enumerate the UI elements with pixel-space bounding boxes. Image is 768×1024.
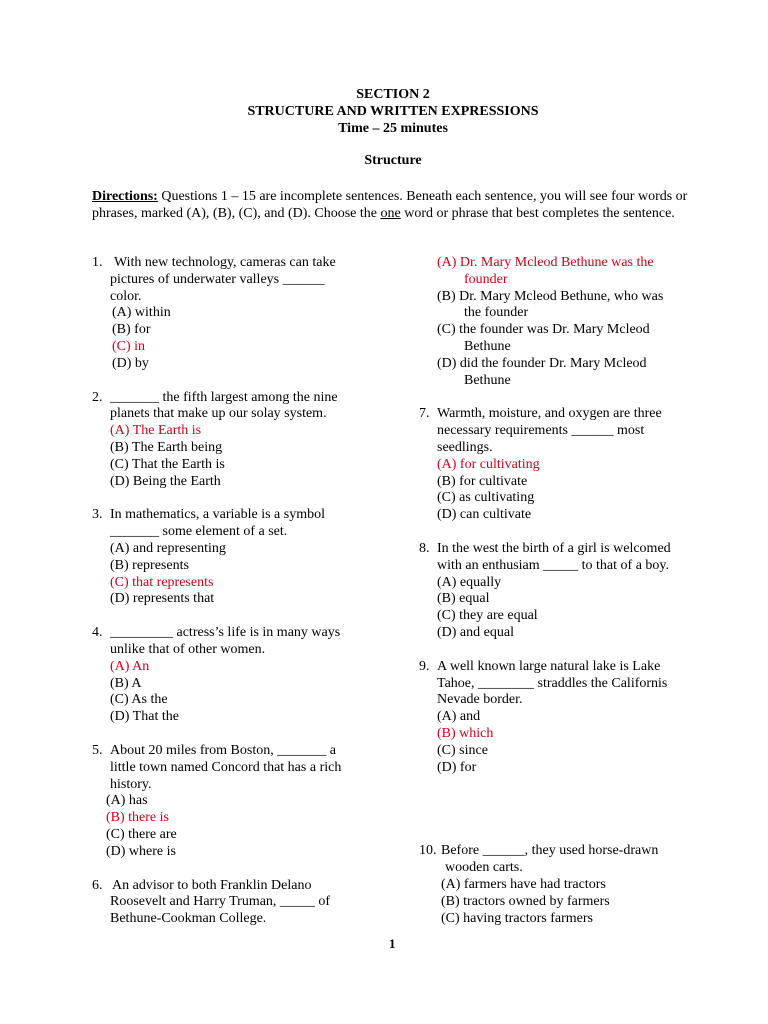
option-line: the founder	[464, 305, 529, 321]
stem-line: color.	[110, 288, 142, 304]
option-b: (B) for	[112, 322, 151, 338]
option-a-answer	[419, 255, 719, 289]
question-stem	[419, 659, 719, 709]
stem-line: In the west the birth of a girl is welcomed	[437, 540, 671, 556]
question-1	[92, 255, 392, 373]
option-a: (A) equally	[437, 574, 502, 590]
left-column	[92, 255, 392, 928]
stem-line: Before ______, they used horse-drawn	[441, 843, 659, 859]
stem-line: Warmth, moisture, and oxygen are three	[437, 406, 662, 422]
option-c	[419, 322, 719, 356]
stem-line: pictures of underwater valleys ______	[110, 271, 325, 287]
stem-line: Nevade border.	[437, 692, 523, 708]
question-number: 2.	[92, 389, 103, 405]
option-b: (B) for cultivate	[437, 473, 528, 489]
option-d: (D) where is	[106, 843, 176, 859]
page-number: 1	[389, 936, 396, 951]
option-d	[419, 356, 719, 390]
directions-paragraph	[92, 188, 712, 222]
stem-line: seedlings.	[437, 439, 493, 455]
option-c: (C) as cultivating	[437, 490, 535, 506]
option-c: (C) there are	[106, 826, 177, 842]
part-title: Structure	[364, 153, 422, 168]
option-d: (D) represents that	[110, 591, 215, 607]
directions-text-2: word or phrase that best completes the sentence.	[400, 206, 675, 221]
question-3	[92, 507, 392, 608]
question-2	[92, 390, 392, 491]
directions-text-1: Questions 1 – 15 are incomplete sentences. Beneath each sentence, you will see four words or phrases, marked (A), (B), (C), and (D). Choose the	[92, 189, 688, 221]
stem-line: With new technology, cameras can take	[114, 255, 336, 270]
option-b: (B) represents	[110, 557, 189, 573]
right-column	[419, 255, 719, 927]
option-d: (D) Being the Earth	[110, 473, 221, 489]
question-number: 1.	[92, 255, 103, 270]
question-7	[419, 406, 719, 524]
stem-line: wooden carts.	[445, 860, 523, 876]
option-a: (A) and	[437, 709, 481, 725]
option-line: (A) Dr. Mary Mcleod Bethune was the	[437, 255, 654, 270]
stem-line: unlike that of other women.	[110, 641, 266, 657]
question-number: 7.	[419, 406, 430, 422]
question-stem	[92, 507, 392, 541]
question-stem	[419, 541, 719, 575]
question-8	[419, 541, 719, 642]
option-c: (C) since	[437, 742, 488, 758]
stem-line: Roosevelt and Harry Truman, _____ of	[110, 894, 331, 910]
option-a: (A) farmers have had tractors	[441, 876, 606, 892]
option-b: (B) A	[110, 675, 142, 691]
question-stem	[92, 878, 392, 928]
stem-line: Bethune-Cookman College.	[110, 911, 267, 927]
option-d: (D) can cultivate	[437, 507, 532, 523]
option-a: (A) within	[112, 305, 171, 321]
question-4	[92, 625, 392, 726]
stem-line: A well known large natural lake is Lake	[437, 658, 661, 674]
stem-line: with an enthusiam _____ to that of a boy.	[437, 557, 669, 573]
option-d: (D) by	[112, 355, 149, 371]
section-header	[0, 86, 768, 137]
question-stem	[92, 625, 392, 659]
option-d: (D) for	[437, 759, 477, 775]
option-line: Bethune	[464, 338, 511, 354]
question-stem	[92, 390, 392, 424]
stem-line: An advisor to both Franklin Delano	[112, 877, 312, 893]
option-c: (C) That the Earth is	[110, 456, 225, 472]
directions-label: Directions:	[92, 189, 158, 204]
question-6	[92, 878, 392, 928]
question-stem	[419, 406, 719, 456]
option-line: Bethune	[464, 372, 511, 388]
option-b: (B) tractors owned by farmers	[441, 893, 610, 909]
question-number: 3.	[92, 507, 103, 523]
stem-line: planets that make up our solay system.	[110, 406, 327, 422]
question-stem	[419, 843, 719, 877]
option-c-answer: (C) in	[112, 338, 146, 354]
stem-line: About 20 miles from Boston, _______ a	[110, 742, 336, 758]
stem-line: necessary requirements ______ most	[437, 423, 645, 439]
option-b-answer: (B) there is	[106, 810, 169, 826]
stem-line: _________ actress’s life is in many ways	[110, 625, 341, 641]
question-number: 4.	[92, 625, 103, 641]
option-line: (D) did the founder Dr. Mary Mcleod	[437, 355, 647, 371]
option-c: (C) they are equal	[437, 608, 538, 624]
option-d: (D) and equal	[437, 624, 514, 640]
option-a-answer: (A) An	[110, 658, 150, 674]
stem-line: _______ the fifth largest among the nine	[110, 389, 338, 405]
option-line: founder	[464, 271, 508, 287]
option-c: (C) having tractors farmers	[441, 910, 593, 926]
stem-line: Tahoe, ________ straddles the Californis	[437, 675, 668, 691]
option-b: (B) The Earth being	[110, 439, 223, 455]
time-limit: Time – 25 minutes	[338, 121, 448, 136]
stem-line: history.	[110, 776, 152, 792]
section-number: SECTION 2	[356, 87, 430, 102]
option-d: (D) That the	[110, 709, 179, 725]
option-c: (C) As the	[110, 692, 168, 708]
stem-line: little town named Concord that has a rich	[110, 759, 342, 775]
option-b-answer: (B) which	[437, 725, 494, 741]
question-number: 9.	[419, 658, 430, 674]
question-stem	[92, 743, 392, 793]
option-c-answer: (C) that represents	[110, 574, 214, 590]
question-10	[419, 843, 719, 927]
option-b	[419, 289, 719, 323]
section-title: STRUCTURE AND WRITTEN EXPRESSIONS	[247, 104, 539, 119]
stem-line: _______ some element of a set.	[110, 524, 288, 540]
option-a-answer: (A) for cultivating	[437, 456, 540, 472]
question-6-options	[419, 255, 719, 389]
directions-emphasis: one	[380, 206, 401, 221]
option-a-answer: (A) The Earth is	[110, 423, 202, 439]
option-b: (B) equal	[437, 591, 490, 607]
question-9	[419, 659, 719, 777]
stem-line: In mathematics, a variable is a symbol	[110, 507, 325, 523]
question-number: 6.	[92, 877, 103, 893]
option-line: (B) Dr. Mary Mcleod Bethune, who was	[437, 288, 664, 304]
option-a: (A) has	[106, 793, 148, 809]
question-number: 10.	[419, 843, 437, 859]
option-line: (C) the founder was Dr. Mary Mcleod	[437, 322, 650, 338]
question-stem	[92, 255, 392, 305]
option-a: (A) and representing	[110, 540, 226, 556]
question-5	[92, 743, 392, 861]
question-number: 8.	[419, 540, 430, 556]
question-number: 5.	[92, 742, 103, 758]
